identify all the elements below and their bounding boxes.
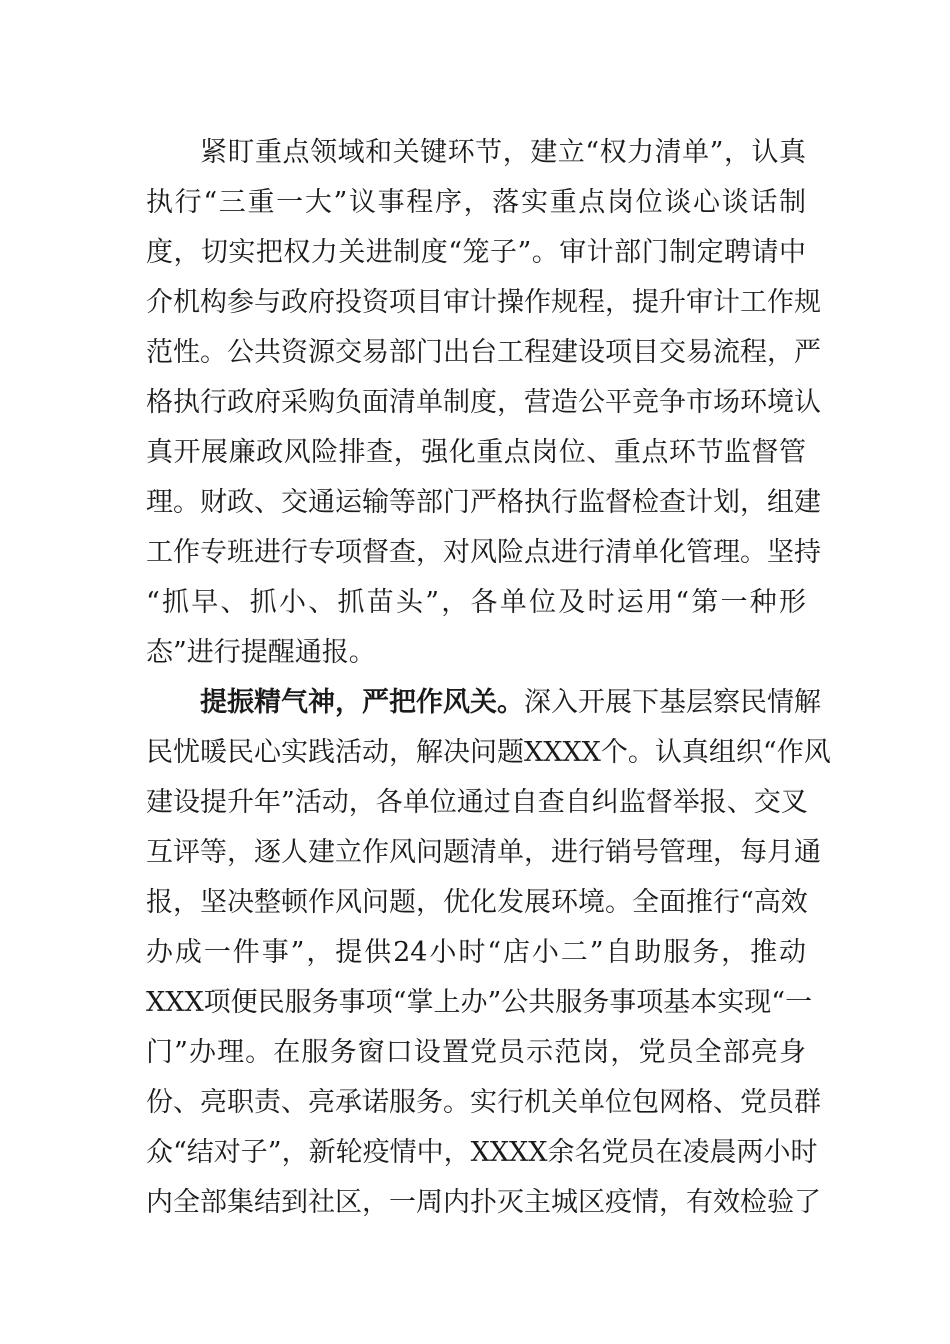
paragraph-line: 态”进行提醒通报。 [146,637,376,668]
section-heading: 提振精气神，严把作风关。 [200,687,524,718]
paragraph-line: 格执行政府采购负面清单制度，营造公平竞争市场环境认 [146,387,821,418]
paragraph-line: 门”办理。在服务窗口设置党员示范岗，党员全部亮身 [146,1037,806,1068]
paragraph-line: 执行“三重一大”议事程序，落实重点岗位谈心谈话制 [146,187,806,218]
paragraph-line: 办成一件事”，提供24小时“店小二”自助服务，推动 [146,937,806,968]
paragraph-line: 份、亮职责、亮承诺服务。实行机关单位包网格、党员群 [146,1087,821,1118]
heading-line-rest: 深入开展下基层察民情解 [524,687,821,718]
paragraph-line: 工作专班进行专项督查，对风险点进行清单化管理。坚持 [146,537,821,568]
paragraph-line: XXX项便民服务事项“掌上办”公共服务事项基本实现“一 [146,987,813,1018]
paragraph-line: 理。财政、交通运输等部门严格执行监督检查计划，组建 [146,487,821,518]
paragraph-line: 紧盯重点领域和关键环节，建立“权力清单”，认真 [200,137,806,168]
paragraph-line: 互评等，逐人建立作风问题清单，进行销号管理，每月通 [146,837,821,868]
paragraph-heading-line [200,683,821,723]
paragraph-line: 范性。公共资源交易部门出台工程建设项目交易流程，严 [146,337,821,368]
paragraph-line: 众“结对子”，新轮疫情中，XXXX余名党员在凌晨两小时 [146,1137,818,1168]
paragraph-line: 度，切实把权力关进制度“笼子”。审计部门制定聘请中 [146,237,806,268]
paragraph-line: 民忧暖民心实践活动，解决问题XXXX个。认真组织“作风 [146,737,831,768]
paragraph-line: 真开展廉政风险排查，强化重点岗位、重点环节监督管 [146,437,806,468]
paragraph-line: “抓早、抓小、抓苗头”，各单位及时运用“第一种形 [146,587,806,618]
paragraph-line: 建设提升年”活动，各单位通过自查自纠监督举报、交叉 [146,787,808,818]
paragraph-line: 内全部集结到社区，一周内扑灭主城区疫情，有效检验了 [146,1187,821,1218]
paragraph-line: 报，坚决整顿作风问题，优化发展环境。全面推行“高效 [146,887,808,918]
paragraph-line: 介机构参与政府投资项目审计操作规程，提升审计工作规 [146,287,821,318]
